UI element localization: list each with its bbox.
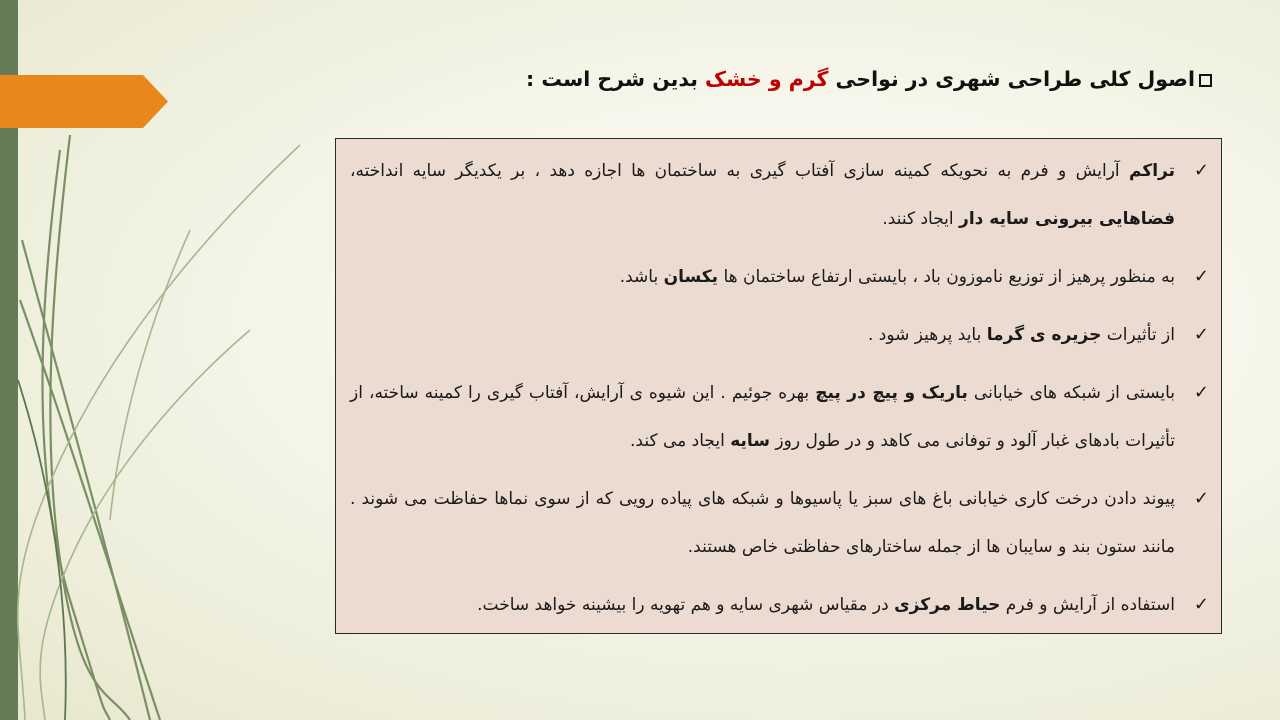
bold-term: باریک و پیچ در پیچ [815,383,968,403]
bold-term: فضاهایی بیرونی سایه دار [959,209,1175,229]
checkmark-icon: ✓ [1193,594,1209,615]
checkmark-icon: ✓ [1193,324,1209,345]
title-highlight-hot: گرم [788,67,829,91]
title-text: اصول کلی طراحی شهری در نواحی [828,67,1195,91]
list-item [350,475,1211,571]
list-item [350,311,1211,359]
bold-term: یکسان [663,267,719,287]
item-text: پیوند دادن درخت کاری خیابانی باغ های سبز یا پاسیوها و شبکه های پیاده رویی که از سوی نماها حفاظت می شوند . مانند ستون بند و سایبان ها از جمله ساختارهای حفاظتی خاص هستند. [350,489,1175,557]
bold-term: جزیره ی گرما [986,325,1102,345]
checkmark-icon: ✓ [1193,488,1209,509]
slide-title [380,62,1212,96]
item-text: ایجاد می کند. [630,431,731,451]
item-text: بایستی از شبکه های خیابانی [967,383,1175,403]
item-text: از تأثیرات [1101,325,1175,345]
orange-arrow-shape [0,75,168,128]
title-highlight-conj: و [761,67,789,91]
checkmark-icon: ✓ [1193,266,1209,287]
hollow-square-icon [1199,74,1212,87]
list-item [350,253,1211,301]
item-text: به منظور پرهیز از توزیع ناموزون باد ، بایستی ارتفاع ساختمان ها [718,267,1175,287]
list-item [350,581,1211,629]
bold-term: حیاط مرکزی [894,595,1001,615]
item-text: باید پرهیز شود . [867,325,987,345]
list-item [350,369,1211,465]
checkmark-icon: ✓ [1193,382,1209,403]
title-highlight-dry: خشک [705,67,762,91]
title-text-end: بدین شرح است : [526,67,706,91]
item-text: بهره جوئیم . این شیوه ی آرایش، آفتاب گیری را کمینه ساخته، از تأثیرات بادهای غبار آلود و توفانی می کاهد و در طول روز [350,383,1175,451]
item-text: آرایش و فرم به نحویکه کمینه سازی آفتاب گیری به ساختمان ها اجازه دهد ، بر یکدیگر سایه انداخته، [350,161,1129,181]
item-text: در مقیاس شهری سایه و هم تهویه را بیشینه خواهد ساخت. [477,595,895,615]
item-text: ایجاد کنند. [882,209,960,229]
principles-box [335,138,1222,634]
bold-term: تراکم [1128,161,1175,181]
item-text: باشد. [619,267,664,287]
item-text: استفاده از آرایش و فرم [1000,595,1175,615]
bold-term: سایه [730,431,771,451]
checkmark-icon: ✓ [1193,160,1209,181]
list-item [350,147,1211,243]
